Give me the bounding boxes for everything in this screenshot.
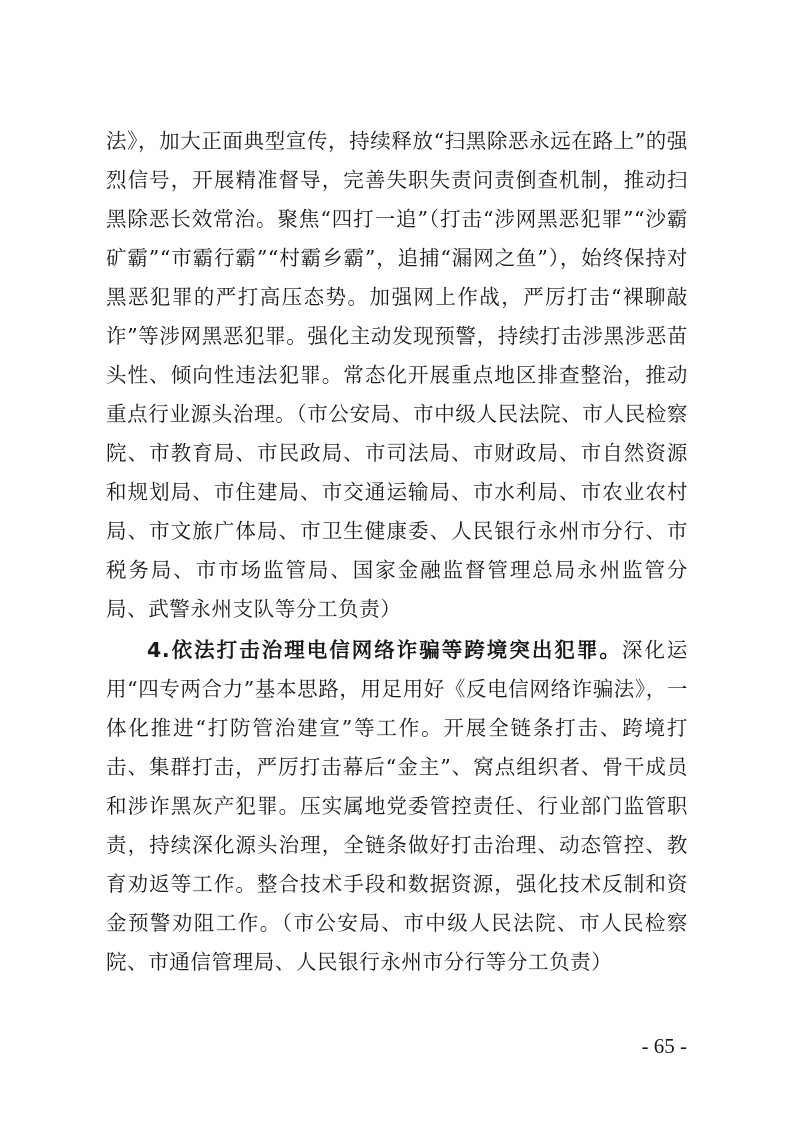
section-4-body: 深化运用“四专两合力”基本思路，用足用好《反电信网络诈骗法》，一体化推进“打防管治建宣”等工作。开展全链条打击、跨境打击、集群打击，严厉打击幕后“金主”、窝点组织者、骨干成员和涉诈黑灰产犯罪。压实属地党委管控责任、行业部门监管职责，持续深化源头治理，全链条做好打击治理、动态管控、教育劝返等工作。整合技术手段和数据资源，强化技术反制和资金预警劝阻工作。（市公安局、市中级人民法院、市人民检察院、市通信管理局、人民银行永州市分行等分工负责） xyxy=(106,638,688,974)
continuation-paragraph: 法》，加大正面典型宣传，持续释放“扫黑除恶永远在路上”的强烈信号，开展精准督导，完善失职失责问责倒查机制，推动扫黑除恶长效常治。聚焦“四打一追”（打击“涉网黑恶犯罪”“沙霸矿霸”“市霸行霸”“村霸乡霸”，追捕“漏网之鱼”），始终保持对黑恶犯罪的严打高压态势。加强网上作战，严厉打击“裸聊敲诈”等涉网黑恶犯罪。强化主动发现预警，持续打击涉黑涉恶苗头性、倾向性违法犯罪。常态化开展重点地区排查整治，推动重点行业源头治理。（市公安局、市中级人民法院、市人民检察院、市教育局、市民政局、市司法局、市财政局、市自然资源和规划局、市住建局、市交通运输局、市水利局、市农业农村局、市文旅广体局、市卫生健康委、人民银行永州市分行、市税务局、市市场监管局、国家金融监督管理总局永州监管分局、武警永州支队等分工负责） xyxy=(106,129,688,621)
section-4-heading: 4.依法打击治理电信网络诈骗等跨境突出犯罪。 xyxy=(147,638,622,662)
section-4-paragraph xyxy=(106,631,688,982)
document-page xyxy=(106,122,688,982)
page-number: - 65 - xyxy=(641,1034,687,1058)
